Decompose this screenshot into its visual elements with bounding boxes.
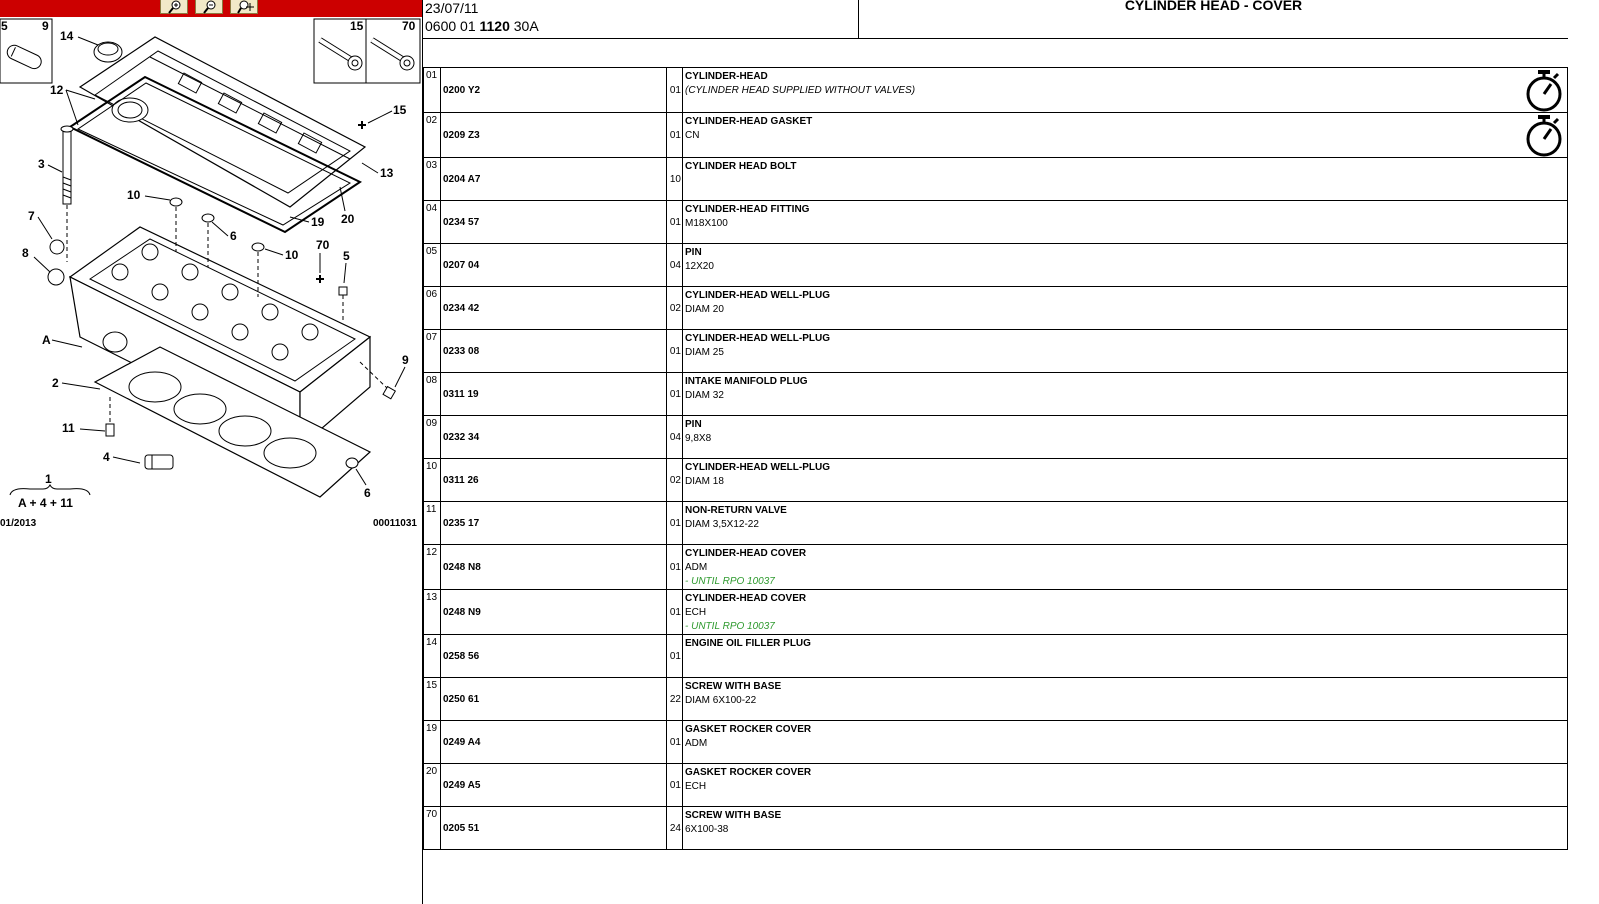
diagram-reference: 00011031 [373, 518, 417, 529]
ref-cell [424, 287, 441, 330]
description-cell [683, 244, 1568, 287]
table-row[interactable] [424, 201, 1568, 244]
diagram-label: 12 [50, 83, 64, 97]
ref-number: 10 [426, 461, 438, 472]
part-spec: ADM [685, 562, 708, 573]
description-cell [683, 545, 1568, 590]
quantity: 01 [669, 780, 681, 791]
ref-number: 01 [426, 70, 438, 81]
ref-cell [424, 158, 441, 201]
part-description: CYLINDER-HEAD WELL-PLUG [685, 333, 830, 344]
qty-cell [667, 68, 683, 113]
part-number[interactable]: 0200 Y2 [443, 85, 481, 96]
quantity: 04 [669, 432, 681, 443]
part-description: SCREW WITH BASE [685, 810, 782, 821]
quantity: 01 [669, 85, 681, 96]
part-cell [441, 416, 667, 459]
diagram-label: 6 [364, 486, 371, 500]
qty-cell [667, 807, 683, 850]
part-cell [441, 721, 667, 764]
part-spec: DIAM 18 [685, 476, 724, 487]
ref-cell [424, 330, 441, 373]
part-cell [441, 545, 667, 590]
diagram-label: 3 [38, 157, 45, 171]
ref-cell [424, 201, 441, 244]
diagram-label: 15 [393, 103, 407, 117]
part-description: CYLINDER-HEAD COVER [685, 593, 807, 604]
qty-cell [667, 635, 683, 678]
header-rule [423, 38, 1568, 39]
ref-number: 05 [426, 246, 438, 257]
diagram-label: 10 [127, 188, 141, 202]
diagram-pane [0, 0, 423, 904]
qty-cell [667, 244, 683, 287]
part-description: CYLINDER-HEAD FITTING [685, 204, 810, 215]
part-number[interactable]: 0250 61 [443, 694, 480, 705]
diagram-label: 6 [230, 229, 237, 243]
part-number[interactable]: 0232 34 [443, 432, 480, 443]
table-row[interactable] [424, 330, 1568, 373]
quantity: 01 [669, 217, 681, 228]
part-cell [441, 158, 667, 201]
part-number[interactable]: 0209 Z3 [443, 130, 480, 141]
part-cell [441, 502, 667, 545]
ref-number: 14 [426, 637, 438, 648]
part-cell [441, 201, 667, 244]
part-number[interactable]: 0204 A7 [443, 174, 481, 185]
description-cell [683, 721, 1568, 764]
table-row[interactable] [424, 590, 1568, 635]
quantity: 01 [669, 389, 681, 400]
ref-cell [424, 244, 441, 287]
part-cell [441, 459, 667, 502]
quantity: 01 [669, 562, 681, 573]
table-row[interactable] [424, 158, 1568, 201]
table-row[interactable] [424, 807, 1568, 850]
quantity: 01 [669, 130, 681, 141]
part-spec: 9,8X8 [685, 433, 712, 444]
ref-number: 70 [426, 809, 438, 820]
part-number[interactable]: 0205 51 [443, 823, 480, 834]
part-cell [441, 764, 667, 807]
ref-cell [424, 459, 441, 502]
diagram-label: 14 [60, 29, 74, 43]
ref-cell [424, 113, 441, 158]
table-row[interactable] [424, 545, 1568, 590]
qty-cell [667, 158, 683, 201]
pan-icon [237, 0, 255, 14]
zoom-out-icon [202, 0, 218, 14]
ref-cell [424, 721, 441, 764]
quantity: 01 [669, 737, 681, 748]
part-number[interactable]: 0233 08 [443, 346, 480, 357]
stopwatch-icon[interactable] [1524, 70, 1564, 117]
ref-cell [424, 502, 441, 545]
qty-cell [667, 721, 683, 764]
table-row[interactable] [424, 287, 1568, 330]
part-spec: ECH [685, 607, 707, 618]
part-validity: - UNTIL RPO 10037 [685, 621, 775, 632]
quantity: 24 [669, 823, 681, 834]
diagram-label: 19 [311, 215, 325, 229]
diagram-label: 4 [103, 450, 110, 464]
qty-cell [667, 459, 683, 502]
diagram-label: 11 [62, 421, 75, 435]
part-description: CYLINDER-HEAD WELL-PLUG [685, 462, 830, 473]
diagram-label: 1 [45, 472, 52, 486]
qty-cell [667, 416, 683, 459]
pan-button[interactable] [230, 0, 258, 14]
part-spec: DIAM 3,5X12-22 [685, 519, 759, 530]
ref-number: 03 [426, 160, 438, 171]
ref-cell [424, 416, 441, 459]
diagram-label: 15 [350, 19, 364, 33]
part-cell [441, 678, 667, 721]
table-row[interactable] [424, 502, 1568, 545]
table-row[interactable] [424, 459, 1568, 502]
description-cell [683, 807, 1568, 850]
table-row[interactable] [424, 721, 1568, 764]
table-row[interactable] [424, 678, 1568, 721]
quantity: 04 [669, 260, 681, 271]
part-cell [441, 330, 667, 373]
qty-cell [667, 113, 683, 158]
quantity: 02 [669, 303, 681, 314]
part-description: CYLINDER HEAD BOLT [685, 161, 797, 172]
catalog-code-suffix: 30A [513, 18, 539, 34]
diagram-label: 20 [341, 212, 355, 226]
quantity: 10 [669, 174, 681, 185]
part-spec: DIAM 6X100-22 [685, 695, 757, 706]
table-row[interactable] [424, 416, 1568, 459]
parts-list-pane [423, 0, 1568, 904]
part-description: PIN [685, 247, 702, 258]
part-cell [441, 287, 667, 330]
description-cell [683, 287, 1568, 330]
part-number[interactable]: 0249 A4 [443, 737, 481, 748]
qty-cell [667, 201, 683, 244]
qty-cell [667, 545, 683, 590]
qty-cell [667, 373, 683, 416]
catalog-code-prefix: 0600 01 [425, 18, 476, 34]
page-title: CYLINDER HEAD - COVER [1124, 0, 1303, 13]
table-row[interactable] [424, 68, 1568, 113]
parts-table [423, 67, 1568, 850]
part-number[interactable]: 0311 26 [443, 475, 479, 486]
quantity: 22 [669, 694, 681, 705]
part-number[interactable]: 0311 19 [443, 389, 479, 400]
zoom-in-button[interactable] [160, 0, 188, 14]
part-spec: DIAM 25 [685, 347, 724, 358]
diagram-label: A [42, 333, 51, 347]
table-row[interactable] [424, 373, 1568, 416]
ref-number: 13 [426, 592, 438, 603]
part-cell [441, 244, 667, 287]
quantity: 01 [669, 607, 681, 618]
diagram-label: 7 [28, 209, 35, 223]
description-cell [683, 158, 1568, 201]
ref-number: 06 [426, 289, 438, 300]
part-description: ENGINE OIL FILLER PLUG [685, 638, 811, 649]
description-cell [683, 416, 1568, 459]
part-number[interactable]: 0248 N8 [443, 562, 481, 573]
part-spec: 6X100-38 [685, 824, 729, 835]
exploded-parts-diagram [0, 17, 422, 517]
part-spec: 12X20 [685, 261, 714, 272]
stopwatch-icon[interactable] [1524, 115, 1564, 162]
description-cell [683, 635, 1568, 678]
description-cell [683, 502, 1568, 545]
catalog-code-group: 1120 [479, 18, 510, 34]
part-note: (CYLINDER HEAD SUPPLIED WITHOUT VALVES) [685, 85, 916, 96]
table-row[interactable] [424, 764, 1568, 807]
part-spec: DIAM 20 [685, 304, 724, 315]
qty-cell [667, 502, 683, 545]
part-cell [441, 68, 667, 113]
table-row[interactable] [424, 113, 1568, 158]
part-validity: - UNTIL RPO 10037 [685, 576, 775, 587]
ref-cell [424, 635, 441, 678]
description-cell [683, 201, 1568, 244]
diagram-label: 5 [343, 249, 350, 263]
part-description: INTAKE MANIFOLD PLUG [685, 376, 808, 387]
description-cell [683, 764, 1568, 807]
ref-number: 04 [426, 203, 438, 214]
qty-cell [667, 590, 683, 635]
ref-cell [424, 807, 441, 850]
ref-number: 11 [426, 504, 437, 515]
zoom-in-icon [167, 0, 183, 14]
quantity: 01 [669, 518, 681, 529]
qty-cell [667, 678, 683, 721]
description-cell [683, 68, 1568, 113]
ref-number: 20 [426, 766, 438, 777]
diagram-toolbar [0, 0, 423, 17]
quantity: 01 [669, 346, 681, 357]
part-spec: M18X100 [685, 218, 728, 229]
diagram-label: 70 [316, 238, 330, 252]
diagram-label: 5 [1, 19, 8, 33]
description-cell [683, 373, 1568, 416]
part-number[interactable]: 0258 56 [443, 651, 480, 662]
part-cell [441, 113, 667, 158]
qty-cell [667, 330, 683, 373]
part-description: SCREW WITH BASE [685, 681, 782, 692]
part-description: CYLINDER-HEAD WELL-PLUG [685, 290, 830, 301]
part-description: CYLINDER-HEAD COVER [685, 548, 807, 559]
diagram-date: 01/2013 [0, 518, 37, 529]
part-description: PIN [685, 419, 702, 430]
qty-cell [667, 287, 683, 330]
ref-number: 12 [426, 547, 438, 558]
part-spec: ADM [685, 738, 708, 749]
description-cell [683, 678, 1568, 721]
part-cell [441, 590, 667, 635]
part-cell [441, 635, 667, 678]
part-cell [441, 373, 667, 416]
table-row[interactable] [424, 635, 1568, 678]
part-number[interactable]: 0207 04 [443, 260, 480, 271]
ref-number: 07 [426, 332, 438, 343]
quantity: 02 [669, 475, 681, 486]
table-row[interactable] [424, 244, 1568, 287]
qty-cell [667, 764, 683, 807]
ref-cell [424, 545, 441, 590]
part-description: CYLINDER-HEAD GASKET [685, 116, 813, 127]
part-spec: CN [685, 130, 700, 141]
part-number[interactable]: 0248 N9 [443, 607, 481, 618]
diagram-label: 9 [402, 353, 409, 367]
ref-number: 15 [426, 680, 438, 691]
part-description: GASKET ROCKER COVER [685, 767, 812, 778]
part-spec: DIAM 32 [685, 390, 724, 401]
ref-cell [424, 764, 441, 807]
part-description: NON-RETURN VALVE [685, 505, 787, 516]
diagram-label: A + 4 + 11 [18, 496, 73, 510]
part-number[interactable]: 0234 42 [443, 303, 480, 314]
diagram-label: 8 [22, 246, 29, 260]
catalog-code [425, 18, 539, 34]
part-number[interactable]: 0249 A5 [443, 780, 481, 791]
ref-number: 02 [426, 115, 438, 126]
part-cell [441, 807, 667, 850]
ref-number: 08 [426, 375, 438, 386]
diagram-label: 70 [402, 19, 416, 33]
ref-cell [424, 373, 441, 416]
part-description: GASKET ROCKER COVER [685, 724, 812, 735]
ref-cell [424, 68, 441, 113]
ref-number: 09 [426, 418, 438, 429]
diagram-label: 13 [380, 166, 394, 180]
description-cell [683, 459, 1568, 502]
part-spec: ECH [685, 781, 707, 792]
quantity: 01 [669, 651, 681, 662]
diagram-label: 9 [42, 19, 49, 33]
description-cell [683, 590, 1568, 635]
diagram-label: 2 [52, 376, 59, 390]
part-number[interactable]: 0235 17 [443, 518, 480, 529]
part-description: CYLINDER-HEAD [685, 71, 768, 82]
diagram-label: 10 [285, 248, 299, 262]
part-number[interactable]: 0234 57 [443, 217, 480, 228]
description-cell [683, 113, 1568, 158]
zoom-out-button[interactable] [195, 0, 223, 14]
ref-cell [424, 590, 441, 635]
ref-cell [424, 678, 441, 721]
description-cell [683, 330, 1568, 373]
catalog-date: 23/07/11 [425, 0, 479, 16]
ref-number: 19 [426, 723, 438, 734]
